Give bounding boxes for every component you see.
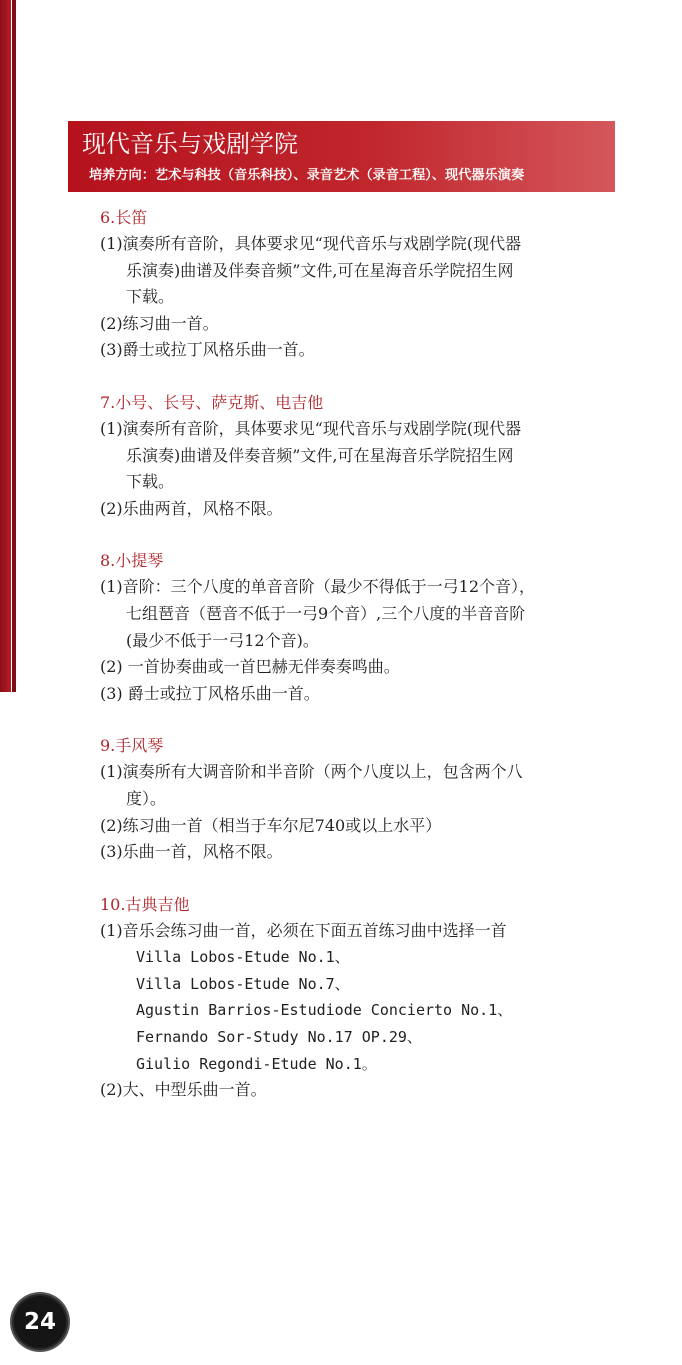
requirement-item [100, 759, 620, 812]
etude-piece: Agustin Barrios-Estudiode Concierto No.1、 [136, 1001, 513, 1020]
requirement-line: (3)爵士或拉丁风格乐曲一首。 [100, 340, 315, 360]
page-number-badge [14, 1296, 66, 1348]
requirement-line: (1)音阶：三个八度的单音音阶（最少不得低于一弓12个音）， [100, 577, 536, 597]
instrument-section [100, 892, 620, 1104]
requirement-line: (2) 一首协奏曲或一首巴赫无伴奏奏鸣曲。 [100, 657, 400, 677]
section-heading: 8.小提琴 [100, 551, 164, 571]
page-title: 现代音乐与戏剧学院 [82, 130, 298, 158]
requirement-line: 七组琶音（琶音不低于一弓9个音）,三个八度的半音音阶 [126, 603, 526, 623]
left-edge-bar [0, 0, 16, 692]
requirement-item [100, 337, 620, 364]
section-heading: 10.古典吉他 [100, 894, 190, 914]
requirement-item [100, 813, 620, 840]
requirement-line: 下载。 [126, 287, 175, 307]
requirements-content [100, 205, 620, 1130]
section-heading: 7.小号、长号、萨克斯、电吉他 [100, 392, 324, 412]
requirement-item [100, 654, 620, 681]
requirement-line: (2)大、中型乐曲一首。 [100, 1080, 267, 1100]
requirement-line: 乐演奏)曲谱及伴奏音频”文件,可在星海音乐学院招生网 [126, 445, 514, 465]
requirement-item [100, 416, 620, 496]
requirement-line: (1)演奏所有音阶，具体要求见“现代音乐与戏剧学院(现代器 [100, 234, 522, 253]
requirement-line: (3) 爵士或拉丁风格乐曲一首。 [100, 683, 320, 703]
requirement-line: 度）。 [126, 788, 167, 808]
requirement-item [100, 839, 620, 866]
requirement-line: 乐演奏)曲谱及伴奏音频”文件,可在星海音乐学院招生网 [126, 260, 514, 280]
requirement-line: (1)演奏所有音阶，具体要求见“现代音乐与戏剧学院(现代器 [100, 418, 522, 438]
requirement-line: (2)练习曲一首（相当于车尔尼740或以上水平） [100, 815, 442, 835]
page-number: 24 [23, 1309, 56, 1335]
section-heading: 6.长笛 [100, 208, 148, 227]
etude-piece: Villa Lobos-Etude No.7、 [136, 974, 350, 993]
section-heading: 9.手风琴 [100, 736, 164, 756]
instrument-section [100, 390, 620, 522]
requirement-item [100, 918, 620, 1078]
requirement-item [100, 681, 620, 708]
instrument-section [100, 548, 620, 707]
requirement-line: (最少不低于一弓12个音)。 [126, 630, 319, 650]
etude-piece: Giulio Regondi-Etude No.1。 [136, 1054, 377, 1073]
requirement-line: (1)音乐会练习曲一首，必须在下面五首练习曲中选择一首 [100, 920, 507, 940]
requirement-line: (3)乐曲一首，风格不限。 [100, 842, 283, 862]
etude-piece: Fernando Sor-Study No.17 OP.29、 [136, 1028, 422, 1047]
requirement-line: (2)练习曲一首。 [100, 313, 219, 333]
requirement-item [100, 496, 620, 523]
requirement-item [100, 1077, 620, 1104]
instrument-section [100, 733, 620, 865]
requirement-line: (1)演奏所有大调音阶和半音阶（两个八度以上，包含两个八 [100, 762, 523, 782]
instrument-section [100, 205, 620, 364]
requirement-line: 下载。 [126, 472, 175, 492]
requirement-item [100, 574, 620, 654]
page-subtitle: 培养方向：艺术与科技（音乐科技）、录音艺术（录音工程）、现代器乐演奏 [89, 168, 525, 183]
requirement-item [100, 231, 620, 311]
requirement-line: (2)乐曲两首，风格不限。 [100, 498, 283, 518]
header-banner [68, 121, 615, 192]
requirement-item [100, 311, 620, 338]
etude-piece: Villa Lobos-Etude No.1、 [136, 948, 350, 967]
